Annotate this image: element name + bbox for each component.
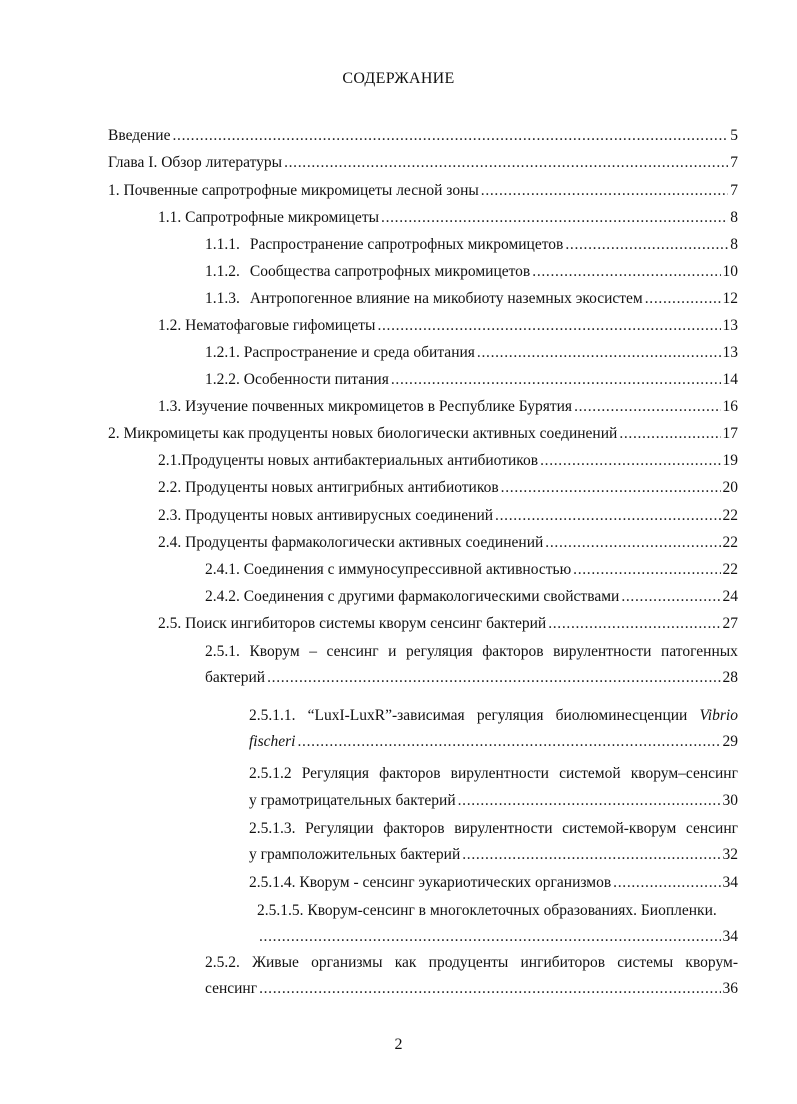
word: факторов [482,643,544,660]
toc-dot-leader [645,289,721,309]
toc-entry[interactable] [205,560,738,580]
word: факторов [383,820,445,837]
toc-dot-leader [532,262,720,282]
toc-entry-page: 24 [722,588,738,605]
toc-entry[interactable] [158,451,738,471]
toc-entry-label: 2.4.2. Соединения с другими фармакологическими свойствами [205,588,620,605]
toc-entry[interactable] [205,370,738,390]
toc-entry-page: 8 [730,236,738,253]
toc-entry[interactable] [205,289,738,309]
toc-entry[interactable] [158,316,738,336]
toc-entry-page: 7 [730,154,738,171]
word: 2.5.1.1. [249,707,296,724]
word: сенсинг [326,643,379,660]
toc-entry-label: 2.1.Продуценты новых антибактериальных антибиотиков [158,452,539,469]
word: Регуляция [301,765,370,782]
word: организмы [311,954,383,971]
word: системы [617,954,674,971]
toc-entry-first-line[interactable] [205,642,738,662]
word: 2.5.1. [205,643,240,660]
toc-dot-leader [381,208,728,228]
toc-entry-page: 10 [722,263,738,280]
toc-entry[interactable] [158,208,738,228]
toc-entry-label [205,262,530,282]
toc-entry[interactable] [158,506,738,526]
toc-dot-leader [172,126,728,146]
word: 2.5.2. [205,954,240,971]
toc-entry[interactable] [205,979,738,999]
word: продуценты [428,954,509,971]
toc-entry-page: 29 [722,733,738,750]
toc-entry[interactable] [108,153,738,173]
toc-entry-page: 13 [722,344,738,361]
toc-entry-text: 2.5.1.5. Кворум-сенсинг в многоклеточных образованиях. Биопленки. [257,902,717,919]
toc-entry-page: 32 [722,846,738,863]
toc-dot-leader [495,506,720,526]
word: Кворум [249,643,300,660]
toc-entry-number: 1.1.1. [205,236,240,253]
toc-entry-label: 2.2. Продуценты новых антигрибных антибиотиков [158,479,499,496]
toc-entry-label: 2.4. Продуценты фармакологически активных соединений [158,534,544,551]
word: “LuxI-LuxR”-зависимая [307,707,465,724]
toc-entry-label: 1.1. Сапротрофные микромицеты [158,209,380,226]
toc-entry[interactable] [205,262,738,282]
toc-dot-leader [267,668,720,688]
toc-dot-leader [545,533,720,553]
toc-entry-page: 22 [722,534,738,551]
toc-entry-page: 34 [722,874,738,891]
toc-entry-page: 7 [730,182,738,199]
toc-entry-page: 20 [722,479,738,496]
toc-entry-label: Введение [108,127,171,144]
toc-dot-leader [619,424,720,444]
word: кворум- [685,954,738,971]
toc-entry-label: 1.3. Изучение почвенных микромицетов в Республике Бурятия [158,398,573,415]
page-title: СОДЕРЖАНИЕ [342,70,455,87]
toc-dot-leader [284,153,728,173]
toc-entry-number: 1.1.2. [205,263,240,280]
toc-entry[interactable] [205,343,738,363]
word: Регуляции [305,820,374,837]
toc-dot-leader [481,181,728,201]
toc-entry-first-line[interactable] [257,901,738,921]
toc-entry-page: 13 [722,317,738,334]
toc-entry[interactable] [158,478,738,498]
word: сенсинг [685,820,738,837]
toc-entry-page: 27 [722,615,738,632]
toc-entry-label: 2.5.1.4. Кворум - сенсинг эукариотических организмов [249,874,612,891]
toc-dot-leader [462,845,720,865]
toc-entry-text: Распространение сапротрофных микромицетов [249,236,564,253]
word: вирулентности [454,820,553,837]
toc-entry-label: 1.2. Нематофаговые гифомицеты [158,317,376,334]
toc-entry[interactable] [249,791,738,811]
toc-entry-label: 2. Микромицеты как продуценты новых биологически активных соединений [108,425,618,442]
toc-entry-number: 1.1.3. [205,290,240,307]
word: кворум–сенсинг [630,765,738,782]
page-number: 2 [394,1036,403,1053]
toc-entry-label: Глава I. Обзор литературы [108,154,283,171]
toc-entry[interactable] [108,181,738,201]
toc-dot-leader [613,873,720,893]
word: и [388,643,397,660]
toc-dot-leader [573,560,720,580]
word: как [394,954,417,971]
toc-entry-page: 22 [722,561,738,578]
toc-dot-leader [548,614,720,634]
toc-entry-label: бактерий [205,669,266,686]
word: вирулентности [553,643,652,660]
toc-dot-leader [259,927,721,947]
toc-entry-first-line[interactable] [249,819,738,839]
toc-entry-first-line[interactable] [205,953,738,973]
toc-entry-page: 36 [722,980,738,997]
toc-entry-page: 17 [722,425,738,442]
toc-entry-page: 16 [722,398,738,415]
toc-entry[interactable] [249,732,738,752]
toc-entry-text: Антропогенное влияние на микобиоту наземных экосистем [249,290,643,307]
toc-entry-label: 2.5. Поиск ингибиторов системы кворум сенсинг бактерий [158,615,547,632]
toc-entry[interactable] [108,126,738,146]
word: 2.5.1.2 [249,765,292,782]
toc-entry[interactable] [108,424,738,444]
toc-entry-label [205,289,643,309]
toc-entry[interactable] [257,927,738,947]
word: регуляция [406,643,473,660]
word: регуляция [476,707,544,724]
toc-entry[interactable] [249,873,738,893]
word: патогенных [661,643,738,660]
toc-entry-page: 8 [730,209,738,226]
word: 2.5.1.3. [249,820,296,837]
toc-entry-label: сенсинг [205,980,258,997]
word: факторов [379,765,441,782]
toc-dot-leader [540,451,720,471]
toc-dot-leader [565,235,728,255]
word: ингибиторов [520,954,606,971]
toc-dot-leader [377,316,720,336]
toc-entry-page: 14 [722,371,738,388]
toc-entry[interactable] [158,614,738,634]
toc-dot-leader [391,370,721,390]
toc-entry[interactable] [205,668,738,688]
word: Vibrio [699,707,738,724]
toc-entry-label: у грамположительных бактерий [249,846,461,863]
toc-entry-page: 28 [722,669,738,686]
toc-entry-label: у грамотрицательных бактерий [249,792,456,809]
toc-entry-label [205,235,563,255]
toc-dot-leader [621,587,720,607]
toc-dot-leader [501,478,721,498]
toc-entry-label: 1.2.1. Распространение и среда обитания [205,344,475,361]
toc-dot-leader [298,732,721,752]
toc-entry[interactable] [205,587,738,607]
word: Живые [252,954,299,971]
toc-entry-first-line[interactable] [249,764,738,784]
word: вирулентности [450,765,549,782]
toc-entry-first-line[interactable] [249,706,738,726]
toc-entry-page: 19 [722,452,738,469]
toc-entry-label: 2.3. Продуценты новых антивирусных соединений [158,507,494,524]
toc-entry[interactable] [249,845,738,865]
word: системой-кворум [562,820,677,837]
toc-entry[interactable] [205,235,738,255]
toc-dot-leader [477,343,721,363]
toc-entry[interactable] [158,397,738,417]
toc-entry-page: 30 [722,792,738,809]
toc-entry-label: 2.4.1. Соединения с иммуносупрессивной активностью [205,561,572,578]
toc-entry-page: 5 [730,127,738,144]
toc-entry-page: 12 [722,290,738,307]
toc-entry-page: 34 [722,928,738,945]
toc-entry-page: 22 [722,507,738,524]
toc-entry-label: 1.2.2. Особенности питания [205,371,389,388]
word: – [309,643,317,660]
toc-entry-text: Сообщества сапротрофных микромицетов [249,263,531,280]
word: биолюминесценции [555,707,688,724]
toc-dot-leader [458,791,721,811]
toc-entry-label: 1. Почвенные сапротрофные микромицеты лесной зоны [108,182,479,199]
toc-dot-leader [259,979,720,999]
toc-dot-leader [574,397,720,417]
toc-entry-label: fischeri [249,733,296,750]
toc-entry[interactable] [158,533,738,553]
word: системой [559,765,621,782]
